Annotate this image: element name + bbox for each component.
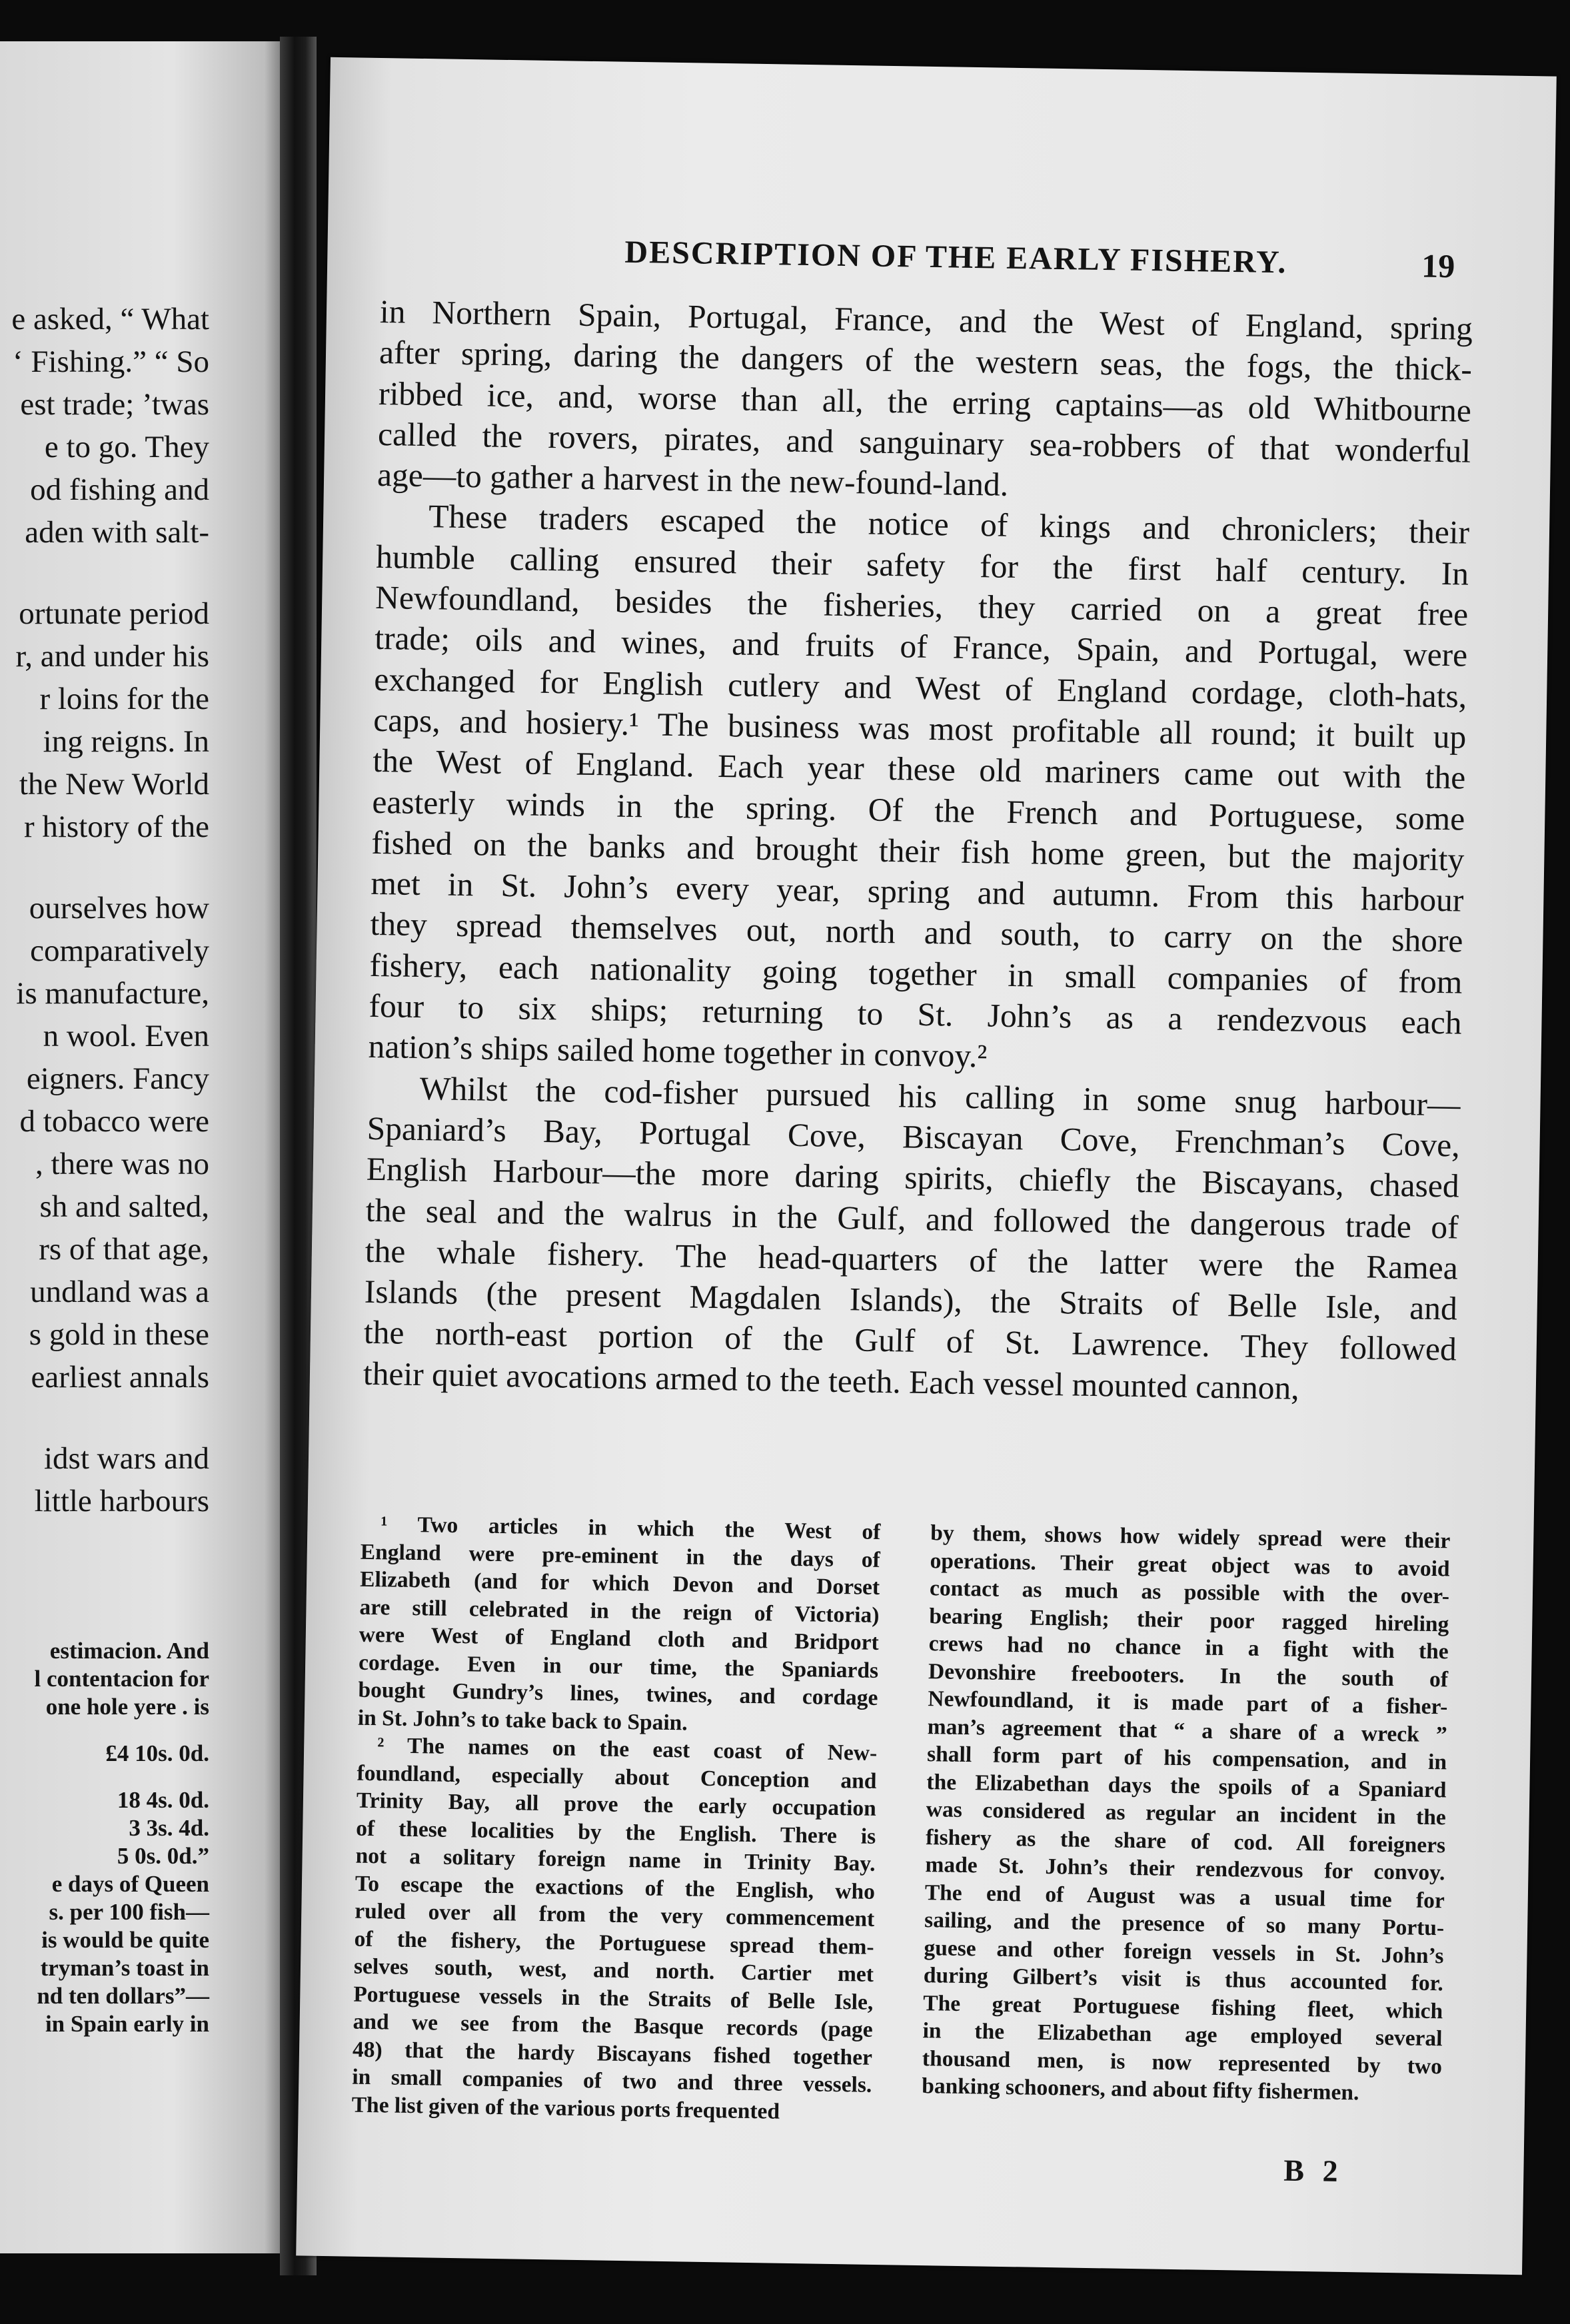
footnote-line: in small companies of two and three vessels. xyxy=(352,2064,872,2097)
left-page-note-line: estimacion. And xyxy=(49,1638,209,1664)
footnote-line: were West of England cloth and Bridport xyxy=(359,1622,880,1655)
footnote-line: Elizabeth (and for which Devon and Dorset xyxy=(359,1566,880,1600)
body-line: Islands (the present Magdalen Islands), the Straits of Belle Isle, and xyxy=(364,1273,1458,1327)
footnote-line: ² The names on the east coast of New- xyxy=(377,1733,878,1766)
left-page-line: r loins for the xyxy=(39,682,209,716)
footnote-column-right xyxy=(922,1519,1451,2108)
left-page-line: s gold in these xyxy=(29,1317,209,1352)
footnote-line: Newfoundland, it is made part of a fisher- xyxy=(928,1686,1448,1720)
footnote-line: made St. John’s their rendezvous for convoy. xyxy=(925,1852,1445,1886)
footnote-line: and we see from the Basque records (page xyxy=(353,2009,873,2042)
left-page-line: e asked, “ What xyxy=(11,302,209,336)
left-page-note-line: 18 4s. 0d. xyxy=(117,1787,209,1813)
left-page-line: undland was a xyxy=(30,1275,209,1309)
footnote-line: of these localities by the English. There is xyxy=(355,1816,876,1849)
left-page-line: ing reigns. In xyxy=(43,724,209,759)
main-page xyxy=(296,57,1557,2275)
footnote-line: not a solitary foreign name in Trinity Bay. xyxy=(355,1843,876,1876)
left-page-line: n wool. Even xyxy=(43,1019,209,1053)
left-page-line: the New World xyxy=(19,767,209,802)
footnote-line: was considered as regular an incident in the xyxy=(926,1797,1447,1830)
body-line: the seal and the walrus in the Gulf, and followed the dangerous trade of xyxy=(365,1191,1459,1246)
body-line: Spaniard’s Bay, Portugal Cove, Biscayan Cove, Frenchman’s Cove, xyxy=(367,1109,1461,1164)
footnote-line: ruled over all from the very commencement xyxy=(355,1898,875,1932)
left-page-line: earliest annals xyxy=(31,1360,209,1395)
left-page-line: od fishing and xyxy=(30,472,209,507)
footnote-line: cordage. Even in our time, the Spaniards xyxy=(358,1650,879,1683)
body-line: the whale fishery. The head-quarters of the latter were the Ramea xyxy=(365,1232,1459,1287)
left-page-note-line: 3 3s. 4d. xyxy=(129,1815,209,1841)
footnote-line: Portuguese vessels in the Straits of Belle Isle, xyxy=(353,1982,874,2015)
body-line: the north-east portion of the Gulf of St. Lawrence. They followed xyxy=(363,1314,1457,1368)
left-page-line: d tobacco were xyxy=(19,1104,209,1139)
footnote-line: are still celebrated in the reign of Victoria) xyxy=(359,1594,880,1628)
footnote-line: man’s agreement that “ a share of a wreck ” xyxy=(927,1714,1447,1747)
body-line: exchanged for English cutlery and West of England cordage, cloth-hats, xyxy=(373,660,1467,715)
body-line: trade; oils and wines, and fruits of France, Spain, and Portugal, were xyxy=(374,620,1468,674)
left-page-note-line: e days of Queen xyxy=(51,1871,209,1897)
body-line: called the rovers, pirates, and sanguinary sea-robbers of that wonderful xyxy=(377,415,1471,470)
footnote-line: To escape the exactions of the English, who xyxy=(355,1871,876,1904)
footnote-line: in St. John’s to take back to Spain. xyxy=(357,1705,688,1735)
footnote-line: contact as much as possible with the over- xyxy=(929,1576,1450,1609)
body-line: nation’s ships sailed home together in convoy.² xyxy=(368,1028,988,1075)
left-page-fragment xyxy=(0,41,288,2253)
left-page-note-line: nd ten dollars”— xyxy=(37,1983,209,2009)
left-page-line: idst wars and xyxy=(43,1441,209,1476)
body-line: ribbed ice, and, worse than all, the erring captains—as old Whitbourne xyxy=(378,374,1472,429)
left-page-line: aden with salt- xyxy=(25,515,209,550)
body-line: in Northern Spain, Portugal, France, and the West of England, spring xyxy=(379,292,1473,347)
left-page-line: , there was no xyxy=(35,1147,209,1181)
running-head: DESCRIPTION OF THE EARLY FISHERY. xyxy=(624,234,1287,281)
body-line: humble calling ensured their safety for the first half century. In xyxy=(375,538,1469,592)
footnote-line: during Gilbert’s visit is thus accounted for. xyxy=(923,1963,1444,1996)
footnote-line: guese and other foreign vessels in St. John’s xyxy=(924,1935,1444,1968)
left-page-line: sh and salted, xyxy=(39,1189,209,1224)
footnote-column-left xyxy=(351,1510,880,2127)
left-page-note-line: is would be quite xyxy=(41,1927,209,1953)
left-page-line: ourselves how xyxy=(29,891,209,925)
body-line: These traders escaped the notice of kings and chroniclers; their xyxy=(428,498,1470,552)
footnote-line: selves south, west, and north. Cartier met xyxy=(353,1954,874,1987)
footnotes xyxy=(351,1510,1454,2194)
body-line: English Harbour—the more daring spirits, chiefly the Biscayans, chased xyxy=(366,1151,1460,1205)
left-page-note-line: £4 10s. 0d. xyxy=(105,1740,209,1766)
left-page-note-line: in Spain early in xyxy=(45,2011,209,2037)
footnote-line: England were pre-eminent in the days of xyxy=(360,1539,880,1572)
footnote-line: The list given of the various ports frequented xyxy=(351,2092,780,2124)
body-line: fished on the banks and brought their fish home green, but the majority xyxy=(371,824,1465,878)
signature-mark: B 2 xyxy=(1283,2153,1343,2189)
footnote-line: operations. Their great object was to avoid xyxy=(930,1548,1450,1581)
body-line: Newfoundland, besides the fisheries, they carried on a great free xyxy=(375,578,1469,633)
left-page-line: est trade; ’twas xyxy=(20,387,209,422)
left-page-note-line: l contentacion for xyxy=(34,1666,209,1692)
left-page-note-line: tryman’s toast in xyxy=(40,1955,209,1981)
body-line: the West of England. Each year these old mariners came out with the xyxy=(373,742,1466,796)
footnote-line: shall form part of his compensation, and in xyxy=(926,1742,1447,1775)
left-page-line: is manufacture, xyxy=(16,976,209,1011)
footnote-line: the Elizabethan days the spoils of a Spaniard xyxy=(926,1769,1447,1802)
body-line: after spring, daring the dangers of the western seas, the fogs, the thick- xyxy=(379,334,1473,388)
left-page-line: eigners. Fancy xyxy=(26,1061,209,1096)
footnote-line: banking schooners, and about fifty fishermen. xyxy=(922,2073,1359,2105)
left-page-note-line: s. per 100 fish— xyxy=(49,1899,209,1925)
footnote-line: bearing English; their poor ragged hireling xyxy=(929,1603,1449,1636)
footnote-line: fishery as the share of cod. All foreigners xyxy=(925,1824,1446,1858)
body-line: fishery, each nationality going together in small companies of from xyxy=(369,946,1463,1001)
body-line: easterly winds in the spring. Of the French and Portuguese, some xyxy=(372,783,1465,838)
footnote-line: bought Gundry’s lines, twines, and cordage xyxy=(358,1677,878,1710)
footnote-line: in the Elizabethan age employed several xyxy=(922,2018,1443,2051)
left-page-line: r history of the xyxy=(23,810,209,844)
left-page-note-line: one hole yere . is xyxy=(45,1694,209,1720)
footnote-line: crews had no chance in a fight with the xyxy=(928,1631,1449,1664)
footnote-line: by them, shows how widely spread were their xyxy=(930,1520,1451,1554)
left-page-line: r, and under his xyxy=(15,639,209,674)
left-page-line: ‘ Fishing.” “ So xyxy=(12,344,209,379)
footnote-line: of the fishery, the Portuguese spread them- xyxy=(354,1926,874,1960)
body-line: met in St. John’s every year, spring and autumn. From this harbour xyxy=(371,865,1464,919)
page-number: 19 xyxy=(1421,247,1455,285)
footnote-line: The end of August was a usual time for xyxy=(924,1880,1445,1913)
left-page-line: little harbours xyxy=(34,1484,209,1518)
footnote-line: thousand men, is now represented by two xyxy=(922,2045,1443,2079)
left-page-note-line: 5 0s. 0d.” xyxy=(117,1843,209,1869)
footnote-line: ¹ Two articles in which the West of xyxy=(381,1512,881,1544)
left-page-line: rs of that age, xyxy=(39,1232,209,1267)
footnote-line: The great Portuguese fishing fleet, which xyxy=(922,1990,1443,2024)
body-line: they spread themselves out, north and south, to carry on the shore xyxy=(370,905,1463,960)
body-line: age—to gather a harvest in the new-found-land. xyxy=(377,456,1009,503)
body-line: caps, and hosiery.¹ The business was most profitable all round; it built up xyxy=(373,701,1467,756)
body-text xyxy=(363,291,1473,1411)
body-line: their quiet avocations armed to the teeth. Each vessel mounted cannon, xyxy=(363,1355,1300,1407)
body-line: four to six ships; returning to St. John’s as a rendezvous each xyxy=(369,987,1462,1041)
footnote-line: sailing, and the presence of so many Portu- xyxy=(924,1908,1445,1941)
footnote-line: foundland, especially about Conception and xyxy=(357,1760,877,1794)
footnote-line: Devonshire freebooters. In the south of xyxy=(928,1658,1449,1692)
footnote-line: Trinity Bay, all prove the early occupation xyxy=(356,1788,877,1821)
left-page-line: e to go. They xyxy=(44,430,209,464)
body-line: Whilst the cod-fisher pursued his calling in some snug harbour— xyxy=(419,1069,1461,1123)
footnote-line: 48) that the hardy Biscayans fished together xyxy=(352,2037,873,2070)
left-page-line: comparatively xyxy=(30,933,209,968)
left-page-line: ortunate period xyxy=(19,596,209,631)
